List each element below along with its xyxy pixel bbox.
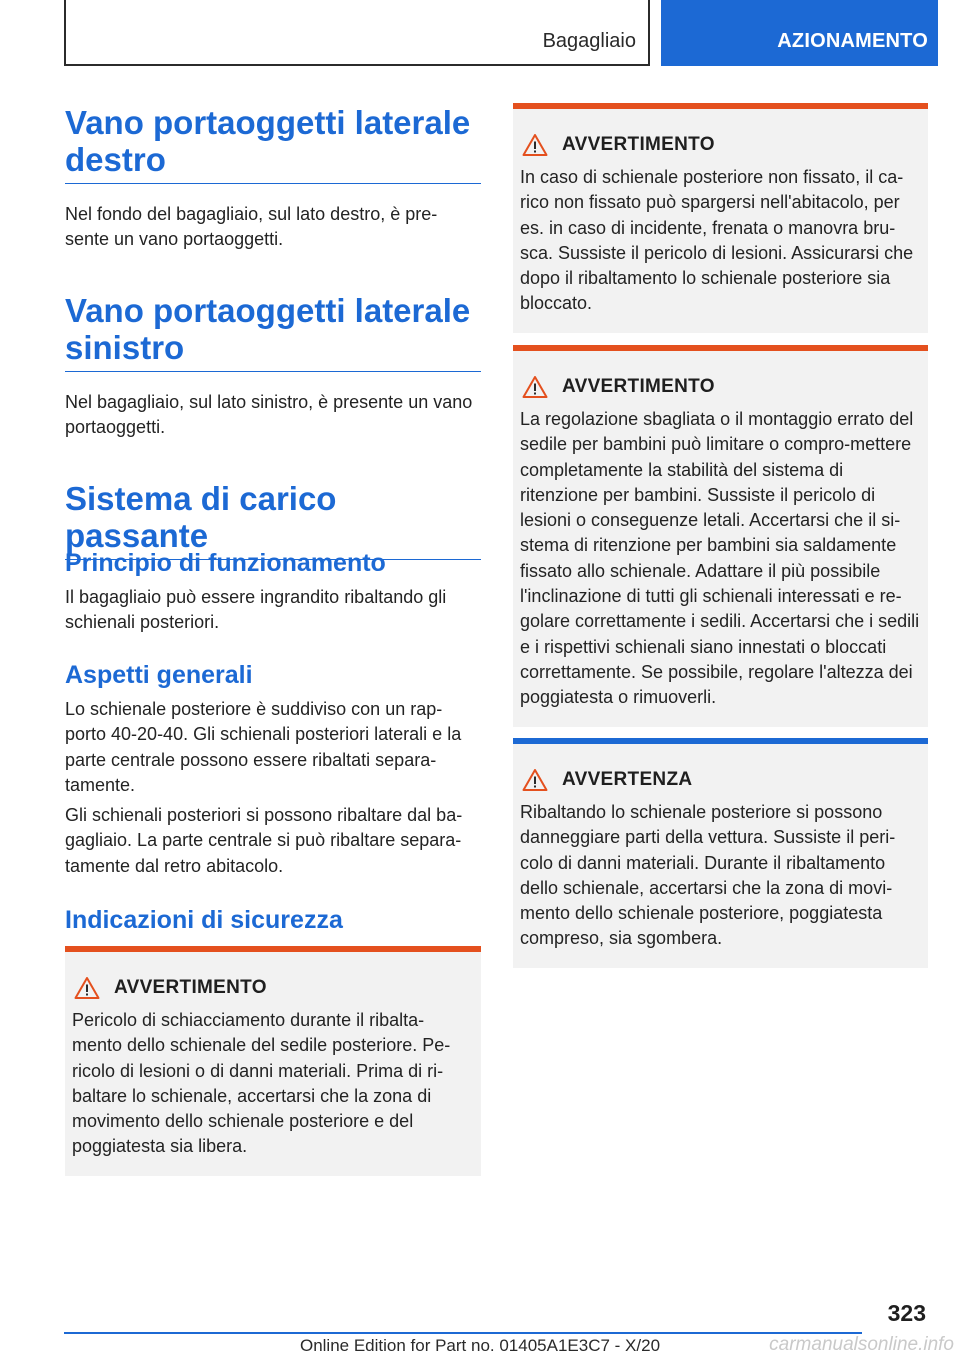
warning-box-child-seat: [513, 345, 928, 727]
warning-title: AVVERTIMENTO: [562, 134, 715, 155]
header-section-tab[interactable]: [661, 0, 938, 66]
warning-triangle-icon: [522, 133, 548, 157]
subheading-operating-principle: Principio di funzionamento: [65, 549, 386, 577]
subheading-safety: Indicazioni di sicurezza: [65, 906, 343, 934]
warning-title: AVVERTIMENTO: [114, 977, 267, 998]
warning-text: La regolazione sbagliata o il montaggio errato del sedile per bambini può limitare o compro-mettere completamente la stabilità del sistema di ritenzione per bambini. Sussiste il pericolo di lesioni o conseguenze letali. Accertarsi che il si-stema di ritenzione per bambini sia saldamente fissato allo schienale. Adattare il più possibile l'inclinazione di tutti gli schienali interessati e re-golare correttamente i sedili. Accertarsi che i sedili e i rispettivi schienali siano innestati o bloccati correttamente. Se possibile, regolare l'altezza dei poggiatesta o rimuoverli.: [520, 409, 920, 708]
header-section-title: AZIONAMENTO: [777, 30, 928, 52]
notice-box-vehicle-damage: [513, 738, 928, 968]
text-operating-principle: Il bagagliaio può essere ingrandito ribaltando gli schienali posteriori.: [65, 587, 447, 633]
heading-right-storage: Vano portaoggetti laterale destro: [65, 104, 481, 184]
footer-edition: Online Edition for Part no. 01405A1E3C7 - X/20: [299, 1336, 661, 1355]
warning-text: In caso di schienale posteriore non fissato, il ca-rico non fissato può spargersi nell'abitacolo, per es. in caso di incidente, frenata o manovra bru-sca. Sussiste il pericolo di lesioni. Assicurarsi che dopo il ribaltamento lo schienale posteriore sia bloccato.: [520, 167, 914, 314]
notice-text: Ribaltando lo schienale posteriore si possono danneggiare parti della vettura. Sussiste il peri-colo di danni materiali. Durante il ribaltamento dello schienale, accertarsi che la zona di movi-mento dello schienale posteriore, poggiatesta compreso, sia sgombera.: [520, 802, 896, 949]
header-chapter-box: [64, 0, 650, 66]
heading-through-loading: Sistema di carico passante: [65, 480, 481, 560]
subheading-general-aspects: Aspetti generali: [65, 661, 253, 689]
warning-triangle-icon: [522, 768, 548, 792]
page-number: 323: [887, 1300, 926, 1326]
warning-title: AVVERTIMENTO: [562, 376, 715, 397]
footer-watermark-logo: carmanualsonline.info: [769, 1334, 954, 1355]
notice-header: [520, 766, 920, 794]
text-right-storage: Nel fondo del bagagliaio, sul lato destro, è pre-sente un vano portaoggetti.: [65, 204, 438, 250]
warning-triangle-icon: [74, 976, 100, 1000]
warning-box-crushing: [65, 946, 481, 1176]
warning-header: [520, 373, 920, 401]
text-general-aspects-2: Gli schienali posteriori si possono ribaltare dal ba-gagliaio. La parte centrale si può ribaltare separa-tamente dal retro abitacolo.: [65, 805, 463, 876]
text-general-aspects-1: Lo schienale posteriore è suddiviso con un rap-porto 40-20-40. Gli schienali posteriori laterali e la parte centrale possono essere ribaltati separa-tamente.: [65, 699, 462, 795]
warning-header: [72, 974, 473, 1002]
warning-header: [520, 131, 920, 159]
text-left-storage: Nel bagagliaio, sul lato sinistro, è presente un vano portaoggetti.: [65, 392, 473, 438]
notice-title: AVVERTENZA: [562, 769, 693, 790]
footer-divider: [64, 1332, 862, 1334]
warning-text: Pericolo di schiacciamento durante il ribalta-mento dello schienale del sedile posteriore. Pe-ricolo di lesioni o di danni materiali. Prima di ri-baltare lo schienale, accertarsi che la zona di movimento dello schienale posteriore e del poggiatesta sia libera.: [72, 1010, 451, 1157]
header-chapter-title: Bagagliaio: [542, 30, 636, 52]
heading-left-storage: Vano portaoggetti laterale sinistro: [65, 292, 481, 372]
warning-triangle-icon: [522, 375, 548, 399]
warning-box-unsecured-load: [513, 103, 928, 333]
